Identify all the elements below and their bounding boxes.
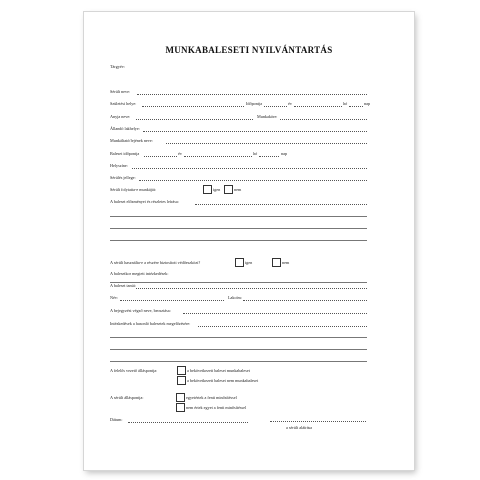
mother-name-label: Anyja neve:	[110, 114, 131, 119]
circumstances-label: A baleset előzményei és részletes leírása:	[110, 199, 179, 204]
circumstances-line-2[interactable]	[110, 216, 367, 217]
witness-address-label: Lakcím:	[228, 295, 242, 300]
protective-equipment-label: A sérült használta-e a részére biztosított védőeszközt?	[110, 260, 201, 265]
prevention-field-1[interactable]	[198, 326, 367, 327]
employer-field[interactable]	[166, 143, 367, 144]
birthplace-label: Születési helye:	[110, 101, 137, 106]
protective-yes-checkbox[interactable]	[235, 258, 244, 267]
recorder-label: A bejegyzést végző neve, beosztása:	[110, 308, 171, 313]
witnesses-field[interactable]	[136, 288, 367, 289]
accident-day-label: nap	[281, 151, 288, 156]
manager-option1-label: a bekövetkezett baleset munkabaleset	[187, 368, 250, 373]
prevention-line-3[interactable]	[110, 349, 367, 350]
continued-work-yes-checkbox[interactable]	[203, 185, 212, 194]
injury-nature-field[interactable]	[139, 180, 367, 181]
workplace-field[interactable]	[280, 119, 367, 120]
injured-option2-label: nem értek egyet a fenti minősítéssel	[186, 405, 247, 410]
prevention-line-4[interactable]	[110, 361, 367, 362]
circumstances-field-1[interactable]	[195, 204, 367, 205]
workplace-label: Munkaköre:	[257, 114, 278, 119]
birthplace-field[interactable]	[142, 106, 244, 107]
accident-day-field[interactable]	[259, 156, 279, 157]
date-field[interactable]	[128, 422, 248, 423]
location-field[interactable]	[132, 168, 367, 169]
continued-work-no-label: nem	[234, 187, 242, 192]
manager-option2-checkbox[interactable]	[177, 376, 186, 385]
recorder-field[interactable]	[183, 313, 367, 314]
signature-field[interactable]	[270, 421, 366, 422]
continued-work-yes-label: igen	[213, 187, 221, 192]
mother-name-field[interactable]	[136, 119, 253, 120]
witness-name-label: Név:	[110, 295, 119, 300]
location-label: Helyszíne:	[110, 163, 128, 168]
continued-work-label: Sérült folytatta-e munkáját:	[110, 187, 157, 192]
prevention-label: Intézkedések a hasonló balesetek megelőzésére:	[110, 321, 191, 326]
birth-year-label: év	[288, 101, 292, 106]
measures-line-2[interactable]	[110, 282, 367, 283]
injured-name-label: Sérült neve:	[110, 89, 131, 94]
form-sheet	[84, 12, 414, 470]
witnesses-label: A baleset tanúi:	[110, 283, 137, 288]
accident-year-field[interactable]	[144, 156, 177, 157]
date-label: Dátum:	[110, 417, 123, 422]
birth-time-label: Időpontja	[246, 101, 263, 106]
injured-name-field[interactable]	[137, 94, 367, 95]
injured-option1-label: egyetértek a fenti minősítéssel	[186, 395, 237, 400]
accident-month-label: hó	[253, 151, 258, 156]
manager-option1-checkbox[interactable]	[177, 366, 186, 375]
accident-time-label: Baleset időpontja	[110, 151, 140, 156]
protective-no-checkbox[interactable]	[272, 258, 281, 267]
accident-year-label: év	[178, 151, 182, 156]
residence-field[interactable]	[143, 131, 367, 132]
protective-no-label: nem	[282, 260, 290, 265]
injury-nature-label: Sérülés jellege:	[110, 175, 136, 180]
witness-address-field[interactable]	[243, 300, 367, 301]
birth-day-field[interactable]	[349, 106, 363, 107]
birth-month-label: hó	[343, 101, 348, 106]
witness-name-field[interactable]	[120, 300, 224, 301]
manager-statement-label: A felelős vezető álláspontja:	[110, 368, 158, 373]
birth-year-field[interactable]	[264, 106, 287, 107]
accident-month-field[interactable]	[184, 156, 252, 157]
circumstances-line-3[interactable]	[110, 228, 367, 229]
residence-label: Állandó lakhelye:	[110, 126, 140, 131]
employer-label: Munkáltató/fejének neve:	[110, 138, 153, 143]
injured-option1-checkbox[interactable]	[176, 393, 185, 402]
injured-statement-label: A sérült álláspontja:	[110, 395, 144, 400]
measures-label: A balesetkor megtett intézkedések:	[110, 271, 169, 276]
birth-month-field[interactable]	[294, 106, 342, 107]
protective-yes-label: igen	[245, 260, 253, 265]
subject-label: Tárgyév:	[110, 64, 126, 69]
continued-work-no-checkbox[interactable]	[224, 185, 233, 194]
manager-option2-label: a bekövetkezett baleset nem munkabaleset	[187, 378, 259, 383]
birth-day-label: nap	[364, 101, 371, 106]
circumstances-line-4[interactable]	[110, 240, 367, 241]
prevention-line-2[interactable]	[110, 337, 367, 338]
injured-option2-checkbox[interactable]	[176, 403, 185, 412]
signature-label: a sérült aláírása	[286, 425, 313, 430]
form-title: MUNKABALESETI NYILVÁNTARTÁS	[165, 45, 333, 55]
